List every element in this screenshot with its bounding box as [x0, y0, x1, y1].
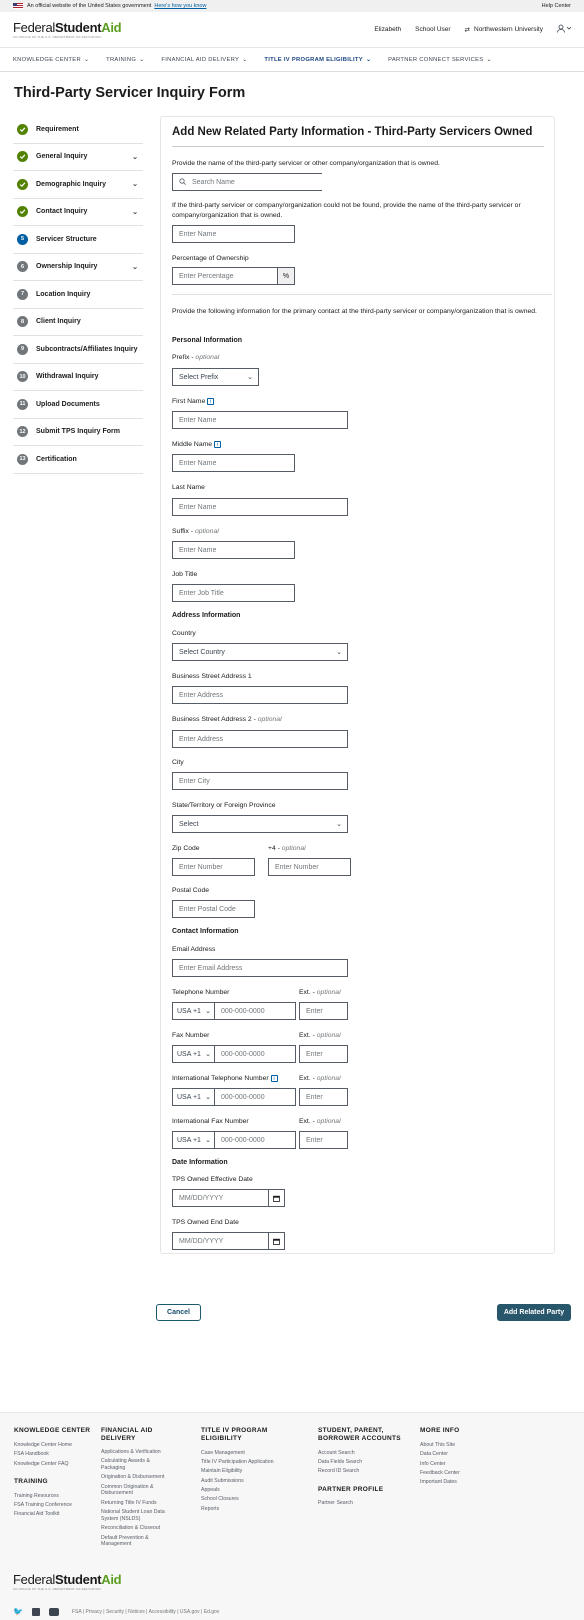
fax-label: Fax Number: [172, 1032, 210, 1039]
question-name: Provide the name of the third-party servicer or other company/organization that is owned.: [172, 160, 440, 167]
zip-label: Zip Code: [172, 845, 200, 852]
telephone-label: Telephone Number: [172, 989, 230, 996]
checkmark-icon: [17, 179, 28, 190]
logo-federal: Federal: [13, 19, 55, 35]
footer-link[interactable]: Info Center: [420, 1460, 446, 1467]
suffix-input[interactable]: Enter Name: [172, 541, 295, 559]
plus4-input[interactable]: Enter Number: [268, 858, 351, 876]
intl-fax-number-input[interactable]: 000-000-0000: [214, 1131, 296, 1149]
footer-link[interactable]: Financial Aid Toolkit: [14, 1511, 60, 1518]
chevron-down-icon: ⌄: [83, 56, 90, 63]
step-label: Submit TPS Inquiry Form: [36, 428, 121, 436]
chevron-down-icon: ⌄: [205, 1137, 211, 1144]
last-name-label: Last Name: [172, 484, 205, 491]
step-upload-documents[interactable]: [13, 391, 143, 419]
footer-link[interactable]: Maintain Eligibility: [201, 1468, 243, 1475]
step-label: Requirement: [36, 125, 79, 133]
country-code: USA +1: [177, 1093, 201, 1101]
us-flag-icon: [13, 3, 23, 9]
ownership-pct-input[interactable]: Enter Percentage: [172, 267, 278, 285]
search-name-input[interactable]: [172, 173, 322, 191]
country-code: USA +1: [177, 1050, 201, 1058]
page-title: Third-Party Servicer Inquiry Form: [14, 85, 246, 101]
step-demographic-inquiry[interactable]: [13, 171, 143, 199]
footer-link[interactable]: School Closures: [201, 1496, 239, 1503]
footer-link[interactable]: About This Site: [420, 1441, 456, 1448]
school-name: Northwestern University: [474, 26, 543, 33]
date-info-heading: Date Information: [172, 1159, 228, 1166]
step-requirement[interactable]: [13, 116, 143, 144]
nav-label: KNOWLEDGE CENTER: [13, 56, 81, 63]
percent-unit: %: [277, 267, 295, 285]
intl-telephone-label: [172, 1074, 278, 1084]
step-label: Client Inquiry: [36, 318, 81, 326]
checkmark-icon: [17, 206, 28, 217]
divider: [172, 294, 552, 295]
footer-link[interactable]: Reports: [201, 1505, 220, 1512]
nav-label: TITLE IV PROGRAM ELIGIBILITY: [264, 56, 363, 63]
footer-link[interactable]: Feedback Center: [420, 1469, 460, 1476]
step-label: Subcontracts/Affiliates Inquiry: [36, 345, 138, 353]
footer-heading: TRAINING: [14, 1477, 48, 1485]
ownership-pct-label: Percentage of Ownership: [172, 255, 249, 262]
site-header: [0, 12, 584, 48]
country-label: Country: [172, 630, 196, 637]
ext-text: Ext.: [299, 1118, 311, 1125]
optional-tag: optional: [195, 354, 220, 361]
step-number-icon: 13: [17, 454, 28, 465]
footer-heading: PARTNER PROFILE: [318, 1485, 384, 1493]
fax-ext-label: Ext. - optional: [299, 1032, 341, 1039]
search-icon: [179, 178, 186, 187]
checkmark-icon: [17, 151, 28, 162]
footer-link[interactable]: FSA Training Conference: [14, 1502, 72, 1509]
twitter-icon[interactable]: 🐦: [13, 1607, 23, 1616]
prefix-placeholder: Select Prefix: [179, 373, 219, 381]
footer-logo[interactable]: [13, 1573, 121, 1591]
address1-label: Business Street Address 1: [172, 673, 252, 680]
step-general-inquiry[interactable]: [13, 144, 143, 172]
footer-link[interactable]: Reconciliation & Closeout: [101, 1525, 161, 1532]
prefix-select[interactable]: [172, 368, 259, 386]
step-number-icon: 6: [17, 261, 28, 272]
school-switcher[interactable]: [465, 26, 543, 34]
job-title-input[interactable]: Enter Job Title: [172, 584, 295, 602]
first-name-input[interactable]: Enter Name: [172, 411, 348, 429]
calendar-icon[interactable]: [268, 1189, 285, 1207]
nav-label: TRAINING: [106, 56, 137, 63]
step-submit-tps-inquiry-form[interactable]: [13, 419, 143, 447]
info-icon[interactable]: i: [207, 398, 214, 405]
optional-tag: optional: [316, 1075, 341, 1082]
email-input[interactable]: Enter Email Address: [172, 959, 348, 977]
footer-heading: TITLE IV PROGRAM ELIGIBILITY: [201, 1427, 268, 1442]
footer-link[interactable]: Knowledge Center Home: [14, 1441, 72, 1448]
suffix-label: Suffix - optional: [172, 528, 219, 535]
footer-col-fad: [101, 1427, 171, 1551]
footer-link[interactable]: Audit Submissions: [201, 1477, 244, 1484]
last-name-input[interactable]: Enter Name: [172, 498, 348, 516]
footer-link[interactable]: Important Dates: [420, 1479, 457, 1486]
optional-tag: optional: [194, 528, 219, 535]
nav-financial-aid-delivery[interactable]: [161, 57, 247, 63]
state-select[interactable]: [172, 815, 348, 833]
personal-info-heading: Personal Information: [172, 337, 243, 344]
form-title: Add New Related Party Information - Third-Party Servicers Owned: [172, 126, 544, 147]
footer-link[interactable]: Data Fields Search: [318, 1458, 363, 1465]
logo-aid: Aid: [101, 19, 122, 35]
step-number-icon: 12: [17, 426, 28, 437]
address2-input[interactable]: Enter Address: [172, 730, 348, 748]
gov-banner-text: An official website of the United States government: [27, 3, 152, 9]
main-nav: [0, 48, 584, 72]
chevron-down-icon[interactable]: ⌄: [132, 263, 138, 271]
plus4-label: +4 - optional: [268, 845, 306, 852]
footer-col-more-info: [420, 1427, 460, 1488]
related-party-form: [160, 116, 555, 1254]
gov-banner: [0, 0, 584, 12]
intl-fax-ext-input[interactable]: Enter: [299, 1131, 348, 1149]
step-client-inquiry[interactable]: [13, 309, 143, 337]
footer-link[interactable]: Title IV Participation Application: [201, 1458, 274, 1465]
city-label: City: [172, 759, 184, 766]
postal-input[interactable]: Enter Postal Code: [172, 900, 255, 918]
ext-text: Ext.: [299, 1032, 311, 1039]
chevron-down-icon: ⌄: [336, 649, 342, 656]
chevron-down-icon: ⌄: [205, 1094, 211, 1101]
chevron-down-icon: ⌄: [139, 56, 145, 63]
footer-heading: MORE INFO: [420, 1427, 460, 1434]
step-servicer-structure[interactable]: [13, 226, 143, 254]
logo-aid: Aid: [101, 1572, 122, 1587]
step-navigation: [13, 116, 143, 1254]
step-label: General Inquiry: [36, 153, 88, 161]
intl-fax-ext-label: Ext. - optional: [299, 1118, 341, 1125]
nav-title-iv[interactable]: [264, 57, 371, 63]
chevron-down-icon: ⌄: [365, 56, 372, 63]
step-number-icon: 5: [17, 234, 28, 245]
nav-training[interactable]: [106, 57, 144, 63]
nav-label: FINANCIAL AID DELIVERY: [161, 56, 240, 63]
address-info-heading: Address Information: [172, 612, 241, 619]
middle-name-text: Middle Name: [172, 441, 213, 448]
step-label: Contact Inquiry: [36, 208, 88, 216]
user-menu-icon[interactable]: [557, 24, 571, 35]
user-role[interactable]: School User: [415, 26, 451, 33]
add-related-party-button[interactable]: Add Related Party: [497, 1304, 571, 1321]
calendar-icon[interactable]: [268, 1232, 285, 1250]
switch-icon: ⇄: [464, 26, 470, 34]
footer-link[interactable]: Common Origination & Disbursement: [101, 1483, 154, 1497]
step-number-icon: 8: [17, 316, 28, 327]
chevron-down-icon: ⌄: [336, 821, 342, 828]
step-label: Certification: [36, 455, 77, 463]
city-input[interactable]: Enter City: [172, 772, 348, 790]
question-not-found: If the third-party servicer or company/organization could not be found, provide the name of the third-party servicer or company/organization that is owned.: [172, 202, 521, 219]
step-number-icon: 7: [17, 289, 28, 300]
footer-link[interactable]: Applications & Verification: [101, 1448, 161, 1455]
address2-label: Business Street Address 2 - optional: [172, 716, 282, 723]
footer-link[interactable]: Calculating Awards & Packaging: [101, 1458, 150, 1471]
tel-ext-input[interactable]: Enter: [299, 1002, 348, 1020]
intl-fax-country-code-select[interactable]: [172, 1131, 215, 1149]
question-contact: Provide the following information for the primary contact at the third-party servicer or company/organization that is owned.: [172, 308, 537, 315]
footer-link[interactable]: Training Resources: [14, 1492, 59, 1499]
step-certification[interactable]: [13, 446, 143, 474]
step-label: Withdrawal Inquiry: [36, 373, 99, 381]
footer-link[interactable]: FSA Handbook: [14, 1451, 49, 1458]
tel-ext-label: Ext. - optional: [299, 989, 341, 996]
footer-heading: STUDENT, PARENT, BORROWER ACCOUNTS: [318, 1427, 401, 1442]
footer-heading: FINANCIAL AID DELIVERY: [101, 1427, 153, 1442]
optional-tag: optional: [281, 845, 306, 852]
step-ownership-inquiry[interactable]: [13, 254, 143, 282]
ext-text: Ext.: [299, 989, 311, 996]
footer-link[interactable]: Partner Search: [318, 1500, 353, 1507]
prefix-label: Prefix - optional: [172, 354, 220, 361]
help-center-link[interactable]: Help Center: [541, 3, 571, 9]
effective-date-input[interactable]: MM/DD/YYYY: [172, 1189, 269, 1207]
facebook-icon[interactable]: [32, 1608, 40, 1616]
first-name-label: [172, 397, 214, 407]
intl-tel-ext-input[interactable]: Enter: [299, 1088, 348, 1106]
logo-student: Student: [54, 19, 102, 35]
logo-federal: Federal: [13, 1572, 55, 1587]
fax-number-input[interactable]: 000-000-0000: [214, 1045, 296, 1063]
chevron-down-icon[interactable]: ⌄: [132, 208, 138, 216]
zip-input[interactable]: Enter Number: [172, 858, 255, 876]
checkmark-icon: [17, 124, 28, 135]
chevron-down-icon: ⌄: [242, 56, 248, 63]
chevron-down-icon: ⌄: [205, 1008, 211, 1015]
step-label: Ownership Inquiry: [36, 263, 98, 271]
effective-date-label: TPS Owned Effective Date: [172, 1176, 253, 1183]
user-name[interactable]: Elizabeth: [374, 26, 402, 33]
state-label: State/Territory or Foreign Province: [172, 802, 276, 809]
fsa-logo[interactable]: [13, 21, 121, 39]
footer-col-accounts: [318, 1427, 408, 1509]
step-label: Servicer Structure: [36, 235, 97, 243]
country-code: USA +1: [177, 1007, 201, 1015]
chevron-down-icon: ⌄: [247, 374, 253, 381]
middle-name-label: [172, 440, 221, 450]
footer-link[interactable]: Appeals: [201, 1487, 220, 1494]
footer-link[interactable]: Knowledge Center FAQ: [14, 1460, 69, 1467]
info-icon[interactable]: i: [214, 441, 221, 448]
footer-link[interactable]: Default Prevention & Management: [101, 1534, 149, 1548]
cancel-button[interactable]: Cancel: [156, 1304, 201, 1321]
search-placeholder: Search Name: [192, 178, 235, 186]
intl-fax-label: International Fax Number: [172, 1118, 249, 1125]
step-subcontracts-affiliates-inquiry[interactable]: [13, 336, 143, 364]
prefix-text: Prefix: [172, 354, 190, 361]
youtube-icon[interactable]: [49, 1608, 59, 1616]
logo-student: Student: [54, 1572, 102, 1587]
country-select[interactable]: [172, 643, 348, 661]
intl-tel-country-code-select[interactable]: [172, 1088, 215, 1106]
step-location-inquiry[interactable]: [13, 281, 143, 309]
step-number-icon: 11: [17, 399, 28, 410]
footer-legal-links[interactable]: FSA | Privacy | Security | Notices | Accessibility | USA.gov | Ed.gov: [71, 1608, 220, 1615]
contact-info-heading: Contact Information: [172, 928, 239, 935]
tel-number-input[interactable]: 000-000-0000: [214, 1002, 296, 1020]
step-label: Location Inquiry: [36, 290, 91, 298]
job-title-label: Job Title: [172, 571, 198, 578]
nav-label: PARTNER CONNECT SERVICES: [388, 56, 484, 63]
step-number-icon: 9: [17, 344, 28, 355]
chevron-down-icon: ⌄: [486, 56, 492, 63]
footer-link[interactable]: Record ID Search: [318, 1468, 360, 1475]
intl-tel-number-input[interactable]: 000-000-0000: [214, 1088, 296, 1106]
country-placeholder: Select Country: [179, 648, 225, 656]
logo-subtitle: AN OFFICE OF THE U.S. DEPARTMENT OF EDUCATION: [13, 34, 101, 39]
address2-text: Business Street Address 2: [172, 716, 252, 723]
step-label: Upload Documents: [36, 400, 100, 408]
step-withdrawal-inquiry[interactable]: [13, 364, 143, 392]
footer-col-knowledge: [14, 1427, 90, 1520]
ext-text: Ext.: [299, 1075, 311, 1082]
state-placeholder: Select: [179, 820, 199, 828]
owned-name-input[interactable]: Enter Name: [172, 225, 295, 243]
first-name-text: First Name: [172, 398, 206, 405]
footer-heading: KNOWLEDGE CENTER: [14, 1427, 91, 1434]
optional-tag: optional: [316, 1032, 341, 1039]
email-label: Email Address: [172, 946, 216, 953]
end-date-input[interactable]: MM/DD/YYYY: [172, 1232, 269, 1250]
footer-link[interactable]: Origination & Disbursement: [101, 1474, 165, 1481]
chevron-down-icon: ⌄: [205, 1051, 211, 1058]
step-number-icon: 10: [17, 371, 28, 382]
suffix-text: Suffix: [172, 528, 189, 535]
optional-tag: optional: [316, 989, 341, 996]
chevron-down-icon[interactable]: ⌄: [132, 153, 138, 161]
postal-label: Postal Code: [172, 887, 210, 894]
footer-link[interactable]: National Student Loan Data System (NSLDS): [101, 1509, 165, 1522]
footer-link[interactable]: Account Search: [318, 1449, 355, 1456]
address1-input[interactable]: Enter Address: [172, 686, 348, 704]
fax-country-code-select[interactable]: [172, 1045, 215, 1063]
step-label: Demographic Inquiry: [36, 180, 107, 188]
intl-tel-ext-label: Ext. - optional: [299, 1075, 341, 1082]
middle-name-input[interactable]: Enter Name: [172, 454, 295, 472]
end-date-label: TPS Owned End Date: [172, 1219, 239, 1226]
plus4-text: +4: [268, 845, 276, 852]
tel-country-code-select[interactable]: [172, 1002, 215, 1020]
nav-partner-connect[interactable]: [388, 57, 492, 63]
fax-ext-input[interactable]: Enter: [299, 1045, 348, 1063]
step-contact-inquiry[interactable]: [13, 199, 143, 227]
footer-link[interactable]: Case Management: [201, 1449, 245, 1456]
gov-banner-link[interactable]: Here's how you know: [154, 3, 207, 9]
chevron-down-icon[interactable]: ⌄: [132, 181, 138, 189]
country-code: USA +1: [177, 1136, 201, 1144]
nav-knowledge-center[interactable]: [13, 57, 89, 63]
logo-subtitle: AN OFFICE OF THE U.S. DEPARTMENT OF EDUCATION: [13, 1587, 101, 1591]
site-footer: [0, 1412, 584, 1620]
footer-link[interactable]: Data Center: [420, 1451, 448, 1458]
footer-social: [13, 1607, 219, 1616]
optional-tag: optional: [257, 716, 282, 723]
intl-tel-text: International Telephone Number: [172, 1075, 269, 1082]
footer-col-title-iv: [201, 1427, 301, 1514]
optional-tag: optional: [316, 1118, 341, 1125]
footer-link[interactable]: Returning Title IV Funds: [101, 1499, 157, 1506]
info-icon[interactable]: i: [271, 1075, 278, 1082]
